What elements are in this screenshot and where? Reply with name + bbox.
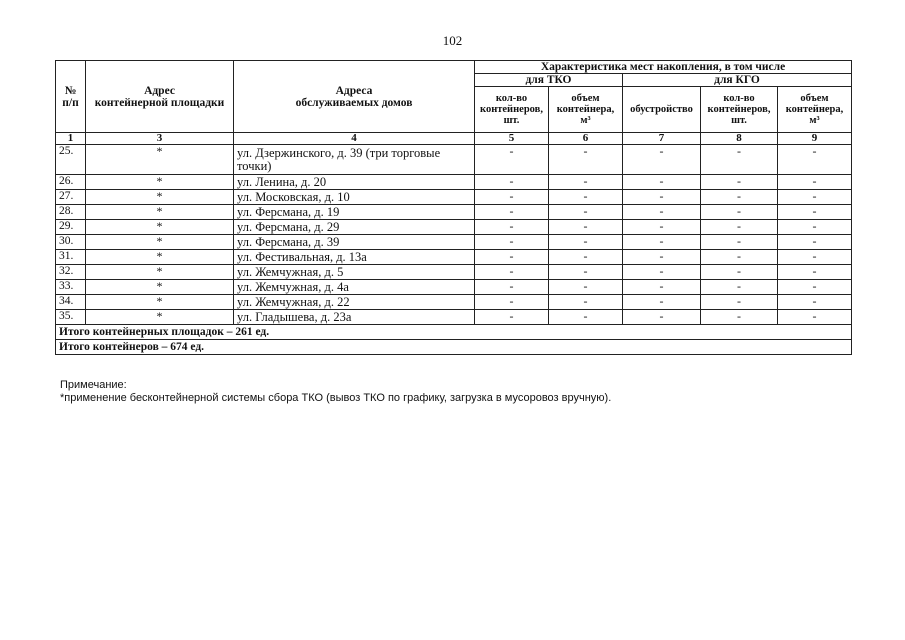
value-cell: - (701, 295, 778, 310)
value-cell: - (549, 220, 623, 235)
row-number: 33. (56, 280, 86, 295)
table-row (56, 280, 852, 295)
value-cell: - (778, 175, 852, 190)
site-address: * (86, 235, 234, 250)
value-cell: - (623, 280, 701, 295)
value-cell: - (778, 310, 852, 325)
value-cell: - (549, 295, 623, 310)
table-body (56, 145, 852, 325)
header-kgo-count: кол-во контейнеров, шт. (701, 87, 778, 133)
value-cell: - (778, 145, 852, 175)
row-number: 32. (56, 265, 86, 280)
total-sites: Итого контейнерных площадок – 261 ед. (56, 325, 852, 340)
col-number: 3 (86, 133, 234, 145)
value-cell: - (701, 250, 778, 265)
row-number: 30. (56, 235, 86, 250)
value-cell: - (623, 175, 701, 190)
container-sites-table (55, 60, 852, 355)
value-cell: - (475, 265, 549, 280)
site-address: * (86, 190, 234, 205)
value-cell: - (475, 310, 549, 325)
house-address: ул. Фестивальная, д. 13а (234, 250, 475, 265)
value-cell: - (549, 250, 623, 265)
value-cell: - (778, 205, 852, 220)
header-tko-count: кол-во контейнеров, шт. (475, 87, 549, 133)
page-number: 102 (442, 33, 463, 48)
site-address: * (86, 310, 234, 325)
value-cell: - (623, 235, 701, 250)
table-row (56, 310, 852, 325)
table-row (56, 220, 852, 235)
value-cell: - (549, 310, 623, 325)
col-number: 8 (701, 133, 778, 145)
value-cell: - (549, 205, 623, 220)
value-cell: - (701, 220, 778, 235)
header-num: № п/п (56, 61, 86, 133)
value-cell: - (778, 235, 852, 250)
note-text: *применение бесконтейнерной системы сбора ТКО (вывоз ТКО по графику, загрузка в мусоровоз вручную). (60, 392, 612, 404)
header-houses: Адреса обслуживаемых домов (234, 61, 475, 133)
row-number: 28. (56, 205, 86, 220)
site-address: * (86, 220, 234, 235)
value-cell: - (701, 190, 778, 205)
header-characteristic: Характеристика мест накопления, в том числе (475, 61, 852, 74)
header-kgo: для КГО (623, 74, 852, 87)
col-number: 7 (623, 133, 701, 145)
house-address: ул. Ферсмана, д. 19 (234, 205, 475, 220)
table-row (56, 205, 852, 220)
value-cell: - (701, 235, 778, 250)
value-cell: - (623, 295, 701, 310)
value-cell: - (623, 145, 701, 175)
site-address: * (86, 205, 234, 220)
value-cell: - (623, 265, 701, 280)
house-address: ул. Жемчужная, д. 22 (234, 295, 475, 310)
value-cell: - (549, 175, 623, 190)
total-sites-row (56, 325, 852, 340)
house-address: ул. Ферсмана, д. 39 (234, 235, 475, 250)
value-cell: - (623, 250, 701, 265)
note (60, 379, 611, 405)
col-number: 5 (475, 133, 549, 145)
value-cell: - (549, 265, 623, 280)
header-kgo-setup: обустройство (623, 87, 701, 133)
table-row (56, 265, 852, 280)
value-cell: - (475, 235, 549, 250)
site-address: * (86, 175, 234, 190)
value-cell: - (475, 190, 549, 205)
value-cell: - (475, 205, 549, 220)
column-numbers-row (56, 133, 852, 145)
value-cell: - (549, 190, 623, 205)
site-address: * (86, 250, 234, 265)
value-cell: - (623, 205, 701, 220)
value-cell: - (778, 295, 852, 310)
value-cell: - (475, 280, 549, 295)
row-number: 31. (56, 250, 86, 265)
value-cell: - (778, 250, 852, 265)
col-number: 9 (778, 133, 852, 145)
value-cell: - (623, 220, 701, 235)
row-number: 29. (56, 220, 86, 235)
value-cell: - (701, 145, 778, 175)
site-address: * (86, 280, 234, 295)
value-cell: - (778, 265, 852, 280)
header-kgo-volume: объем контейнера, м³ (778, 87, 852, 133)
site-address: * (86, 145, 234, 175)
header-tko: для ТКО (475, 74, 623, 87)
house-address: ул. Московская, д. 10 (234, 190, 475, 205)
house-address: ул. Гладышева, д. 23а (234, 310, 475, 325)
value-cell: - (549, 235, 623, 250)
value-cell: - (778, 280, 852, 295)
table-row (56, 145, 852, 175)
table-row (56, 190, 852, 205)
note-title: Примечание: (60, 379, 127, 391)
value-cell: - (701, 265, 778, 280)
value-cell: - (549, 145, 623, 175)
value-cell: - (475, 145, 549, 175)
house-address: ул. Дзержинского, д. 39 (три торговые точки) (234, 145, 475, 175)
col-number: 4 (234, 133, 475, 145)
value-cell: - (623, 190, 701, 205)
house-address: ул. Жемчужная, д. 5 (234, 265, 475, 280)
table-row (56, 250, 852, 265)
value-cell: - (549, 280, 623, 295)
total-containers: Итого контейнеров – 674 ед. (56, 340, 852, 355)
house-address: ул. Ленина, д. 20 (234, 175, 475, 190)
house-address: ул. Жемчужная, д. 4а (234, 280, 475, 295)
value-cell: - (701, 280, 778, 295)
house-address: ул. Ферсмана, д. 29 (234, 220, 475, 235)
site-address: * (86, 265, 234, 280)
total-containers-row (56, 340, 852, 355)
col-number: 6 (549, 133, 623, 145)
header-tko-volume: объем контейнера, м³ (549, 87, 623, 133)
row-number: 26. (56, 175, 86, 190)
table-row (56, 295, 852, 310)
site-address: * (86, 295, 234, 310)
row-number: 25. (56, 145, 86, 175)
value-cell: - (778, 220, 852, 235)
value-cell: - (475, 295, 549, 310)
header-site: Адрес контейнерной площадки (86, 61, 234, 133)
table-row (56, 235, 852, 250)
col-number: 1 (56, 133, 86, 145)
value-cell: - (475, 175, 549, 190)
row-number: 35. (56, 310, 86, 325)
value-cell: - (475, 220, 549, 235)
row-number: 27. (56, 190, 86, 205)
value-cell: - (623, 310, 701, 325)
value-cell: - (701, 205, 778, 220)
table-row (56, 175, 852, 190)
value-cell: - (778, 190, 852, 205)
value-cell: - (701, 175, 778, 190)
value-cell: - (475, 250, 549, 265)
value-cell: - (701, 310, 778, 325)
row-number: 34. (56, 295, 86, 310)
